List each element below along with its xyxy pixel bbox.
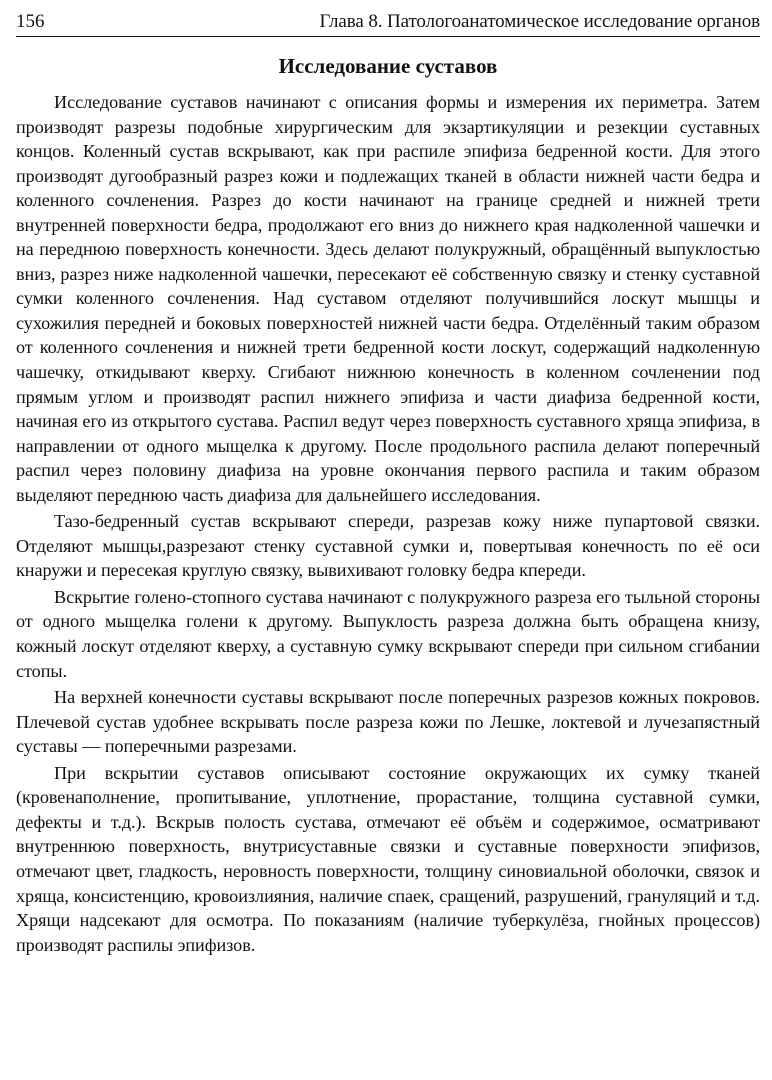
body-text: [16, 90, 760, 957]
chapter-title: Глава 8. Патологоанатомическое исследование органов: [319, 11, 760, 32]
paragraph-knee-joint: Исследование суставов начинают с описания формы и измерения их периметра. Затем производят разрезы подобные хирургическим для экзартикуляции и резекции суставных концов. Коленный сустав вскрывают, как при распиле эпифиза бедренной кости. Для этого производят дугообразный разрез кожи и подлежащих тканей в области нижней части бедра и коленного сочленения. Разрез до кости начинают на границе средней и нижней трети внутренней поверхности бедра, продолжают его вниз до нижнего края надколенной чашечки и на переднюю поверхность конечности. Здесь делают полукружный, обращённый выпуклостью вниз, разрез ниже надколенной чашечки, пересекают её собственную связку и стенку суставной сумки коленного сочленения. Над суставом отделяют получившийся лоскут мышцы и сухожилия передней и боковых поверхностей нижней части бедра. Отделённый таким образом от коленного сочленения и нижней трети бедренной кости лоскут, содержащий надколенную чашечку, откидывают кверху. Сгибают нижнюю конечность в коленном сочленении под прямым углом и производят распил нижнего эпифиза и части диафиза бедренной кости, начиная его из открытого сустава. Распил ведут через поверхность суставного хряща эпифиза, в направлении от одного мыщелка к другому. После продольного распила делают поперечный распил через половину диафиза на уровне окончания первого распила и таким образом выделяют переднюю часть диафиза для дальнейшего исследования.: [16, 92, 760, 505]
running-header: [16, 10, 760, 37]
paragraph-upper-limb-joints: На верхней конечности суставы вскрывают после поперечных разрезов кожных покровов. Плечевой сустав удобнее вскрывать после разреза кожи по Лешке, локтевой и лучезапястный суставы — поперечными разрезами.: [16, 687, 760, 757]
paragraph-ankle-joint: Вскрытие голено-стопного сустава начинают с полукружного разреза его тыльной стороны от одного мыщелка голени к другому. Выпуклость разреза должна быть обращена книзу, кожный лоскут отделяют кверху, а суставную сумку вскрывают спереди при сильном сгибании стопы.: [16, 586, 760, 681]
page-number: 156: [16, 11, 45, 32]
paragraph-joint-examination: При вскрытии суставов описывают состояние окружающих их сумку тканей (кровенаполнение, пропитывание, уплотнение, прорастание, толщина суставной сумки, дефекты и т.д.). Вскрыв полость сустава, отмечают её объём и содержимое, осматривают внутреннюю поверхность, внутрисуставные связки и суставные поверхности эпифизов, отмечают цвет, гладкость, неровность поверхности, толщину синовиальной оболочки, связок и хряща, консистенцию, кровоизлияния, наличие спаек, сращений, разрушений, грануляций и т.д. Хрящи надсекают для осмотра. По показаниям (наличие туберкулёза, гнойных процессов) производят распилы эпифизов.: [16, 762, 760, 955]
paragraph-hip-joint: Тазо-бедренный сустав вскрывают спереди, разрезав кожу ниже пупартовой связки. Отделяют мышцы,разрезают стенку суставной сумки и, повертывая конечность по её оси кнаружи и пересекая круглую связку, вывихивают головку бедра кпереди.: [16, 511, 760, 581]
section-title: Исследование суставов: [278, 54, 498, 78]
